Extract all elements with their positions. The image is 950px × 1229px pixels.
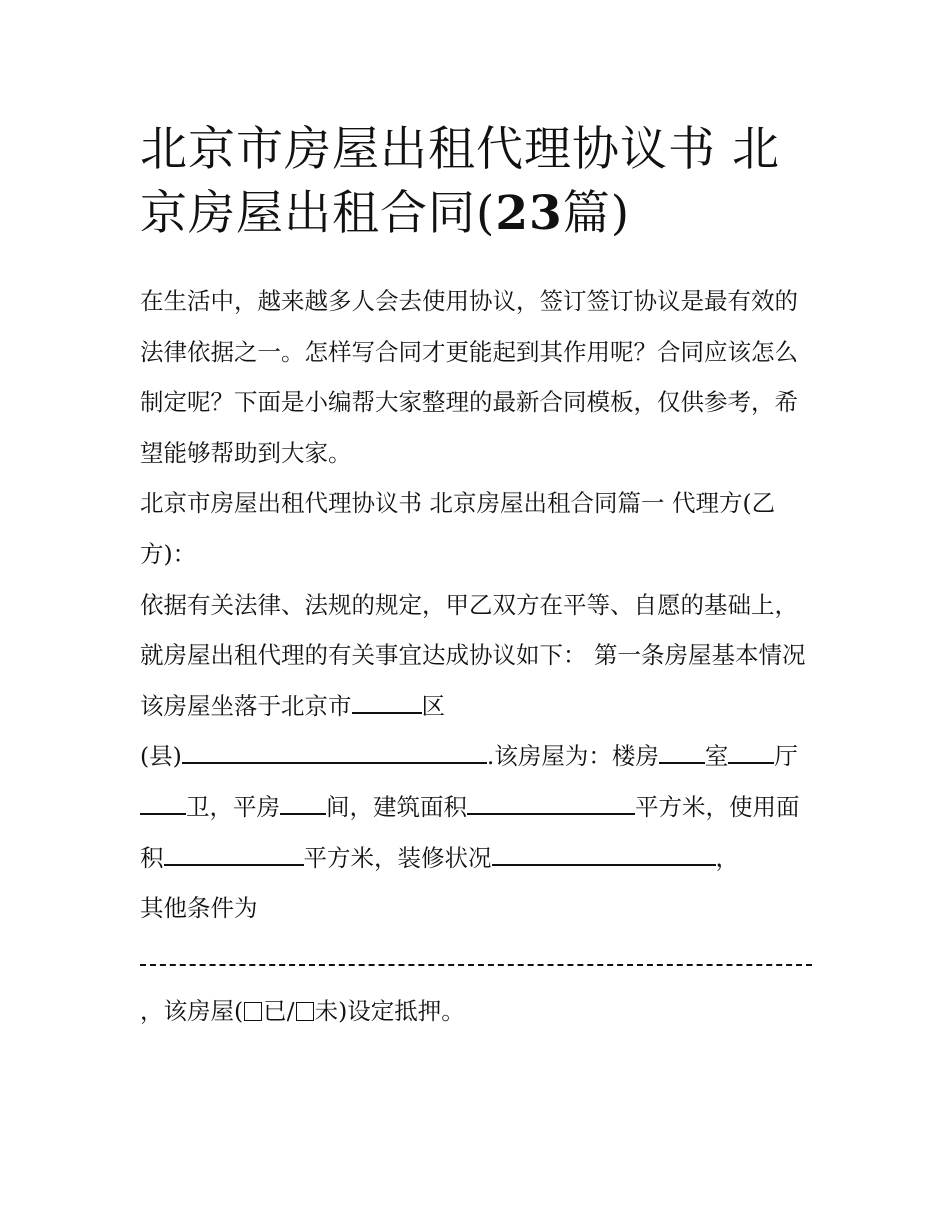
location-line: [140, 681, 812, 732]
other-conditions-blank: [140, 934, 812, 966]
mortgage-yes-checkbox: [244, 1002, 262, 1021]
hall-label: 厅: [774, 742, 798, 771]
title-text-1: 北京市房屋出租代理协议书 北京房屋出租合同(: [140, 122, 780, 241]
intro-paragraph: 在生活中，越来越多人会去使用协议，签订签订协议是最有效的法律依据之一。怎样写合同才更能起到其作用呢？合同应该怎么制定呢？下面是小编帮大家整理的最新合同模板，仅供参考，希望能够帮助到大家。: [140, 287, 798, 467]
floor-area-blank: [467, 793, 635, 815]
district-label: 区: [421, 691, 445, 720]
property-details: [140, 731, 812, 883]
mortgage-prefix: ，该房屋(: [140, 996, 244, 1025]
bath-label: 卫，平房: [186, 792, 280, 821]
mortgage-yes-label: 已/: [263, 996, 295, 1025]
room-label: 室: [704, 742, 729, 771]
building-type-label: .该房屋为：楼房: [486, 742, 659, 771]
bath-count-blank: [140, 793, 186, 815]
bungalow-count-blank: [280, 793, 326, 815]
title-number: 23: [495, 186, 563, 241]
jian-label: 间，建筑面积: [326, 792, 467, 821]
mortgage-no-checkbox: [296, 1002, 314, 1021]
mortgage-no-label: 未)设定抵押。: [314, 996, 465, 1025]
comma-text: ，: [715, 843, 739, 872]
title-text-2: 篇): [562, 186, 631, 241]
use-area-label: 平方米，使用面积: [140, 792, 800, 872]
decor-blank: [492, 844, 716, 866]
use-area-blank: [164, 844, 304, 866]
district-blank: [352, 692, 422, 714]
county-blank: [182, 742, 487, 764]
mortgage-line: [140, 986, 812, 1037]
other-conditions-label: 其他条件为: [140, 894, 258, 923]
decor-label: 平方米，装修状况: [303, 843, 492, 872]
basis-paragraph: 依据有关法律、法规的规定，甲乙双方在平等、自愿的基础上，就房屋出租代理的有关事宜达成协议如下： 第一条房屋基本情况: [140, 590, 806, 670]
hall-count-blank: [728, 742, 774, 764]
room-count-blank: [659, 742, 705, 764]
document-title: [140, 118, 820, 246]
location-prefix: 该房屋坐落于北京市: [140, 691, 352, 720]
county-label: (县): [140, 742, 182, 771]
document-body: [140, 276, 812, 1036]
agreement-heading: 北京市房屋出租代理协议书 北京房屋出租合同篇一 代理方(乙方)：: [140, 489, 776, 568]
